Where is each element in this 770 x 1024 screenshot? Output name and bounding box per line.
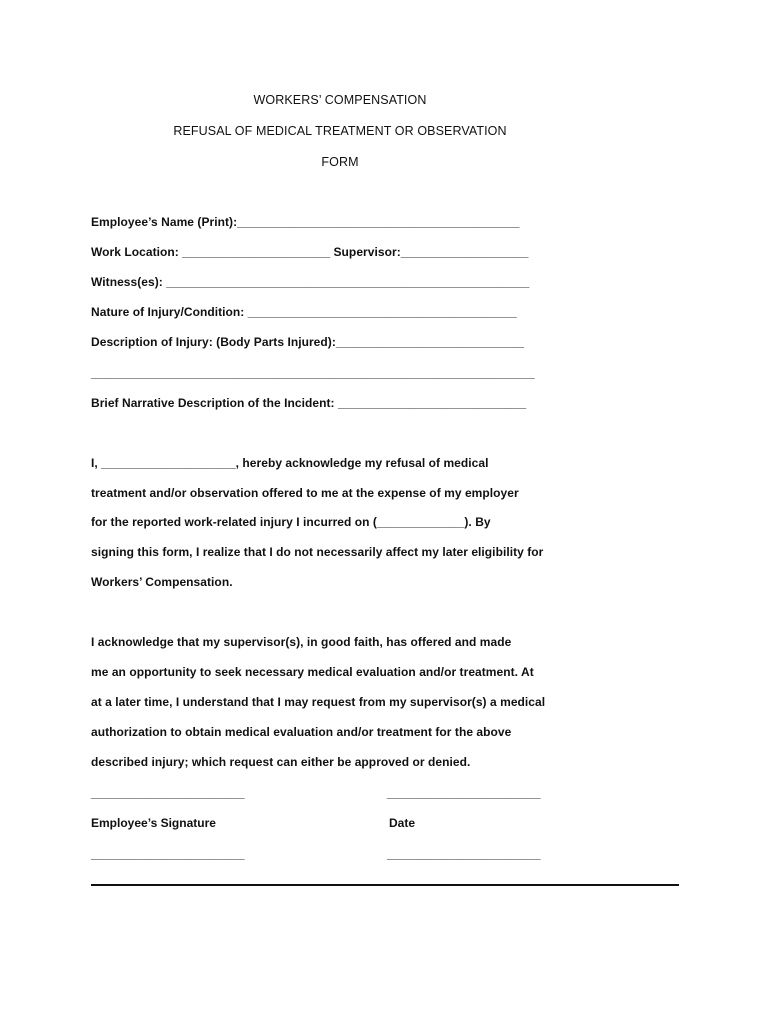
work-location-supervisor-field[interactable]: Work Location: ______________________ Supervisor:___________________	[91, 245, 529, 259]
header-title-line3: FORM	[321, 155, 359, 169]
acknowledgement-line-2: treatment and/or observation offered to me at the expense of my employer	[91, 486, 519, 500]
second-date-line[interactable]: _______________________	[387, 847, 541, 861]
acknowledgement-line-4: signing this form, I realize that I do not necessarily affect my later eligibility for	[91, 545, 544, 559]
employee-name-field[interactable]: Employee’s Name (Print):__________________________________________	[91, 215, 520, 229]
witnesses-field[interactable]: Witness(es): ______________________________________________________	[91, 275, 530, 289]
supervisor-statement-line-3: at a later time, I understand that I may request from my supervisor(s) a medical	[91, 695, 546, 709]
header-title-line1: WORKERS’ COMPENSATION	[253, 93, 427, 107]
date-line[interactable]: _______________________	[387, 786, 541, 800]
supervisor-statement-line-1: I acknowledge that my supervisor(s), in good faith, has offered and made	[91, 635, 512, 649]
supervisor-statement-line-5: described injury; which request can either be approved or denied.	[91, 755, 471, 769]
supervisor-statement-line-2: me an opportunity to seek necessary medical evaluation and/or treatment. At	[91, 665, 534, 679]
nature-of-injury-field[interactable]: Nature of Injury/Condition: ________________________________________	[91, 305, 517, 319]
acknowledgement-line-1: I, ____________________, hereby acknowledge my refusal of medical	[91, 456, 489, 470]
second-signature-line[interactable]: _______________________	[91, 847, 245, 861]
header-title-line2: REFUSAL OF MEDICAL TREATMENT OR OBSERVATION	[173, 124, 507, 138]
employee-signature-line[interactable]: _______________________	[91, 786, 245, 800]
description-continuation-line[interactable]: __________________________________________________________________	[91, 366, 535, 380]
date-label: Date	[389, 816, 416, 830]
narrative-field[interactable]: Brief Narrative Description of the Incident: ____________________________	[91, 396, 527, 410]
acknowledgement-line-3: for the reported work-related injury I incurred on (_____________). By	[91, 515, 491, 529]
employee-signature-label: Employee’s Signature	[91, 816, 216, 830]
acknowledgement-line-5: Workers’ Compensation.	[91, 575, 233, 589]
supervisor-statement-line-4: authorization to obtain medical evaluation and/or treatment for the above	[91, 725, 512, 739]
bottom-divider	[91, 884, 679, 886]
description-of-injury-field[interactable]: Description of Injury: (Body Parts Injured):____________________________	[91, 335, 525, 349]
